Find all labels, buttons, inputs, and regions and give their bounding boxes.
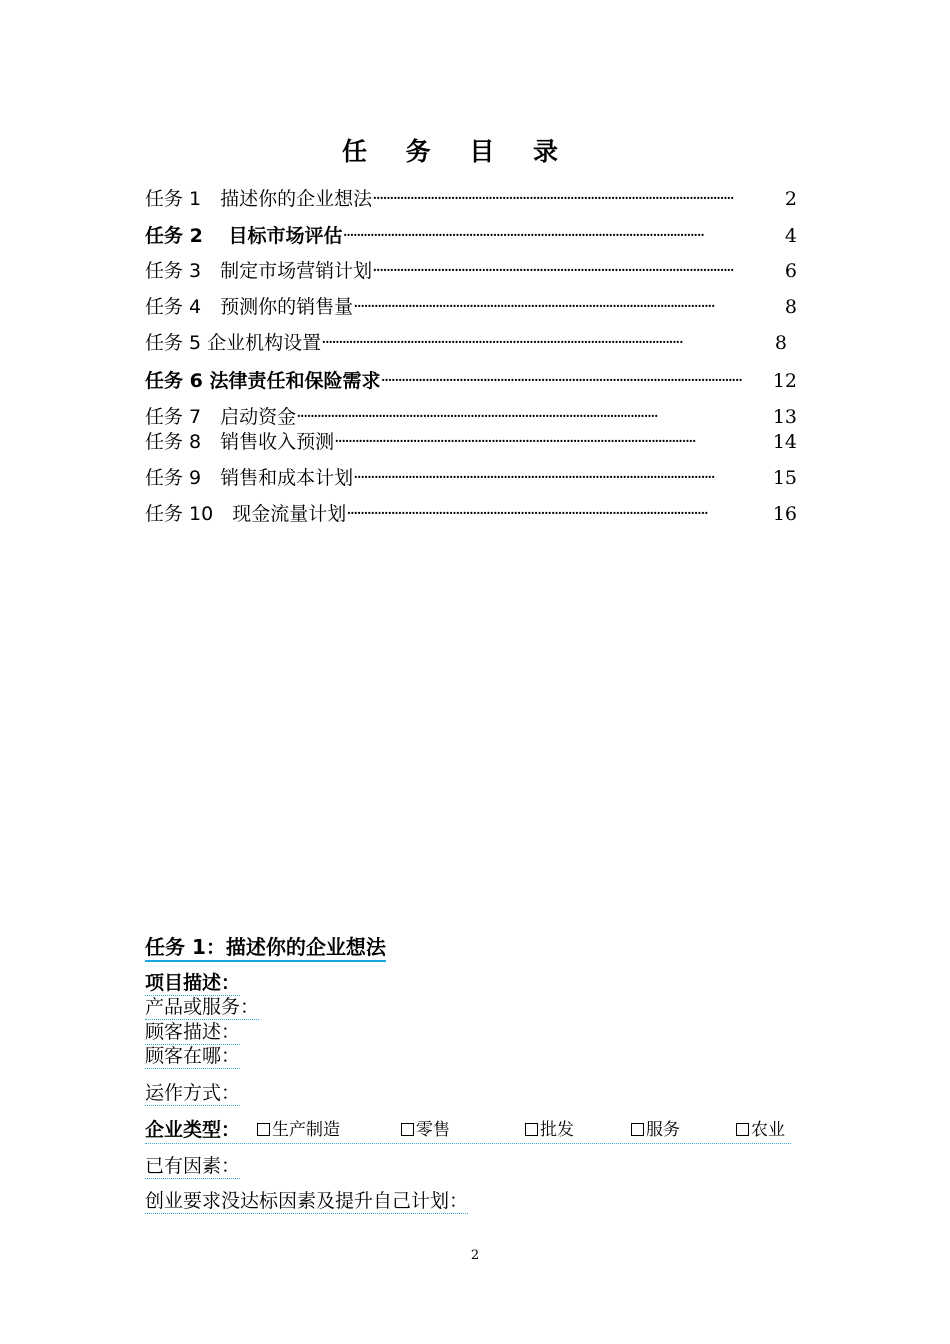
toc-entry-page: 16 <box>772 503 797 525</box>
customer-description-field[interactable]: 顾客描述： <box>145 1021 241 1043</box>
toc-entry-page: 8 <box>774 332 787 354</box>
toc-entry-label: 任务 3 制定市场营销计划 <box>145 260 373 282</box>
operation-mode-field[interactable]: 运作方式： <box>145 1082 241 1104</box>
checkbox-icon[interactable] <box>631 1123 644 1136</box>
toc-entry-label: 任务 6 法律责任和保险需求 <box>145 370 381 392</box>
toc-entry-page: 8 <box>784 296 797 318</box>
toc-entry[interactable] <box>145 330 787 356</box>
project-description-label: 项目描述： <box>145 972 241 994</box>
toc-entry-label: 任务 5 企业机构设置 <box>145 332 322 354</box>
toc-entry-page: 2 <box>784 188 797 210</box>
toc-leader-dots: ·········································································································· <box>296 407 657 427</box>
toc-entry[interactable] <box>145 294 797 320</box>
toc-entry[interactable] <box>145 186 797 212</box>
customer-location-field[interactable]: 顾客在哪： <box>145 1045 241 1067</box>
product-service-field[interactable]: 产品或服务： <box>145 996 260 1018</box>
page-number: 2 <box>470 1248 480 1263</box>
toc-leader-dots: ·········································································································· <box>372 261 733 281</box>
unmet-requirements-field[interactable]: 创业要求没达标因素及提升自己计划： <box>145 1190 469 1212</box>
section-heading: 任务 1：描述你的企业想法 <box>145 934 386 962</box>
toc-entry-page: 4 <box>784 225 797 247</box>
toc-entry-label: 任务 4 预测你的销售量 <box>145 296 354 318</box>
toc-entry[interactable] <box>145 258 797 284</box>
toc-entry-page: 12 <box>772 370 797 392</box>
toc-entry-label: 任务 8 销售收入预测 <box>145 431 335 453</box>
toc-leader-dots: ·········································································································· <box>346 504 708 524</box>
toc-entry-label: 任务 2 目标市场评估 <box>145 225 343 247</box>
toc-leader-dots: ·········································································································· <box>353 297 714 317</box>
toc-entry[interactable] <box>145 223 797 249</box>
toc-entry[interactable] <box>145 501 797 527</box>
business-type-option[interactable]: 批发 <box>525 1117 574 1143</box>
checkbox-icon[interactable] <box>525 1123 538 1136</box>
checkbox-icon[interactable] <box>257 1123 270 1136</box>
business-type-option[interactable]: 服务 <box>631 1117 680 1143</box>
business-type-option[interactable]: 农业 <box>736 1117 785 1143</box>
toc-entry[interactable] <box>145 368 797 394</box>
toc-leader-dots: ·········································································································· <box>380 371 742 391</box>
checkbox-icon[interactable] <box>736 1123 749 1136</box>
business-type-row <box>145 1117 791 1144</box>
business-type-option[interactable]: 生产制造 <box>257 1117 340 1143</box>
toc-leader-dots: ·········································································································· <box>372 189 733 209</box>
business-type-label: 企业类型： <box>145 1119 241 1141</box>
toc-entry-page: 6 <box>784 260 797 282</box>
toc-entry[interactable] <box>145 465 797 491</box>
toc-entry-label: 任务 7 启动资金 <box>145 406 297 428</box>
toc-entry-page: 13 <box>772 406 797 428</box>
toc-entry[interactable] <box>145 404 797 430</box>
toc-entry-label: 任务 1 描述你的企业想法 <box>145 188 373 210</box>
toc-leader-dots: ·········································································································· <box>321 333 682 353</box>
toc-entry-page: 14 <box>772 431 797 453</box>
business-type-option[interactable]: 零售 <box>401 1117 450 1143</box>
toc-entry-page: 15 <box>772 467 797 489</box>
toc-leader-dots: ·········································································································· <box>353 468 714 488</box>
existing-factors-field[interactable]: 已有因素： <box>145 1155 241 1177</box>
toc-entry-label: 任务 10 现金流量计划 <box>145 503 347 525</box>
toc-entry[interactable] <box>145 429 797 455</box>
checkbox-icon[interactable] <box>401 1123 414 1136</box>
toc-title: 任 务 目 录 <box>341 137 574 166</box>
toc-leader-dots: ·········································································································· <box>342 226 704 246</box>
toc-entry-label: 任务 9 销售和成本计划 <box>145 467 354 489</box>
toc-leader-dots: ·········································································································· <box>334 432 695 452</box>
